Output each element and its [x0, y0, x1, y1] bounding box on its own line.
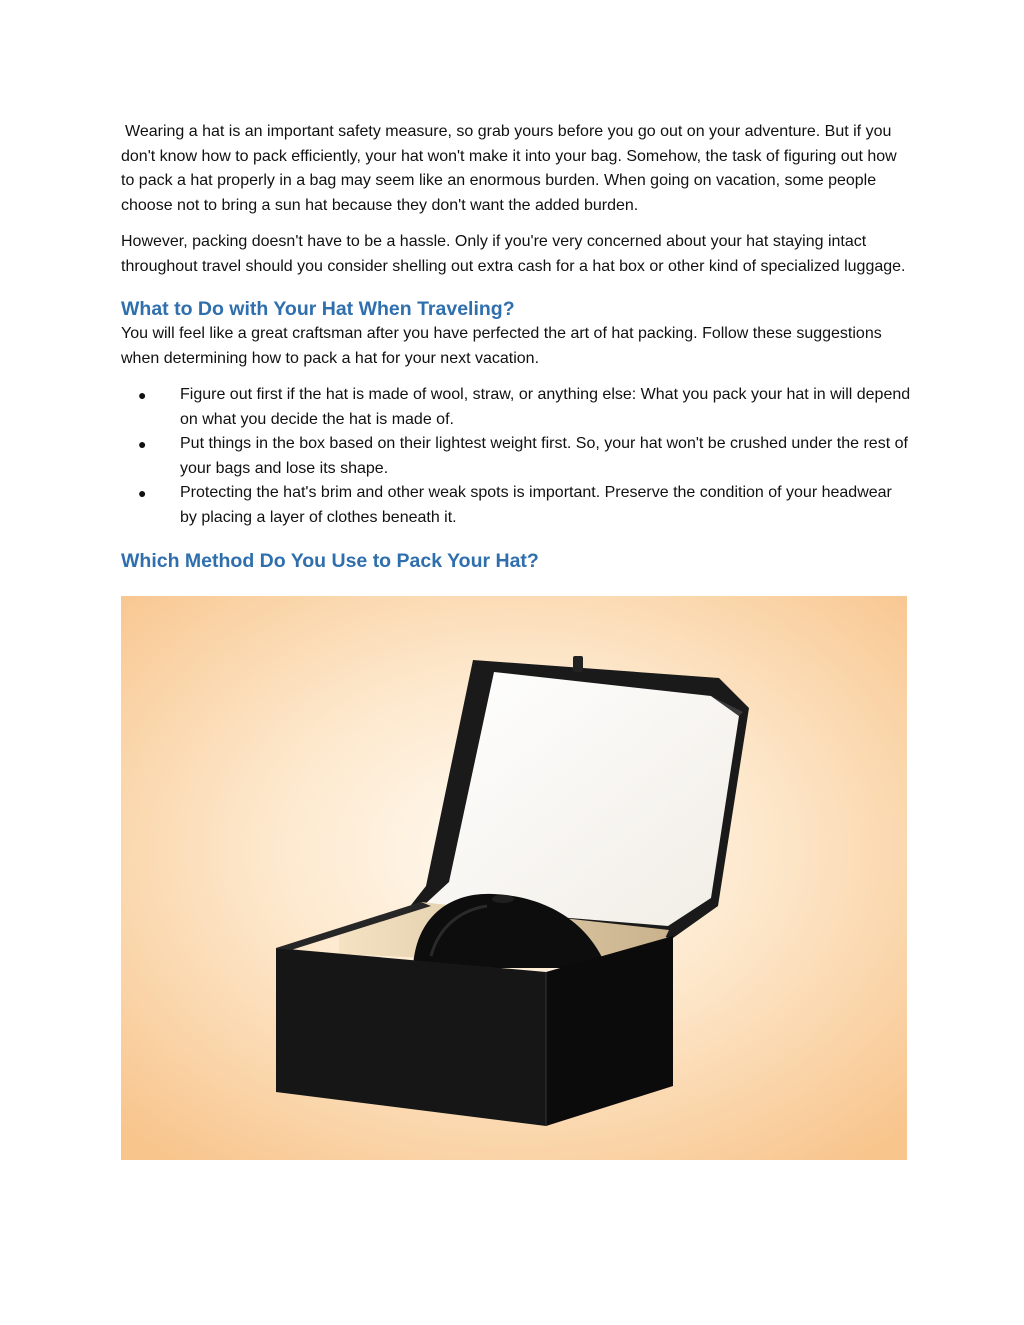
hat-box-image: [121, 596, 907, 1160]
list-item: [121, 432, 911, 481]
packing-paragraph: However, packing doesn't have to be a hassle. Only if you're very concerned about your hat staying intact throughout travel should you consider shelling out extra cash for a hat box or other kind of specialized luggage.: [121, 233, 906, 275]
lid-pull-tab: [573, 656, 583, 672]
list-item-text: Protecting the hat's brim and other weak spots is important. Preserve the condition of your headwear by placing a layer of clothes beneath it.: [180, 484, 892, 526]
list-item: [121, 383, 911, 432]
list-item: [121, 481, 911, 530]
section-intro-paragraph: You will feel like a great craftsman after you have perfected the art of hat packing. Follow these suggestions when determining how to pack a hat for your next vacation.: [121, 325, 882, 367]
tips-list: [121, 383, 911, 530]
section-heading-method: Which Method Do You Use to Pack Your Hat?: [121, 550, 539, 572]
bullet-icon: ●: [138, 387, 147, 403]
section-heading-traveling: What to Do with Your Hat When Traveling?: [121, 298, 515, 320]
intro-paragraph: Wearing a hat is an important safety measure, so grab yours before you go out on your adventure. But if you don't know how to pack efficiently, your hat won't make it into your bag. Somehow, the task of figuring out how to pack a hat properly in a bag may seem like an enormous burden. When going on vacation, some people choose not to bring a sun hat because they don't want the added burden.: [121, 123, 897, 214]
hat-button: [492, 895, 514, 903]
list-item-text: Figure out first if the hat is made of wool, straw, or anything else: What you pack your hat in will depend on what you decide the hat is made of.: [180, 386, 911, 428]
bullet-icon: ●: [138, 436, 147, 452]
document-page: [121, 120, 911, 574]
bullet-icon: ●: [138, 485, 147, 501]
list-item-text: Put things in the box based on their lightest weight first. So, your hat won't be crushed under the rest of your bags and lose its shape.: [180, 435, 908, 477]
